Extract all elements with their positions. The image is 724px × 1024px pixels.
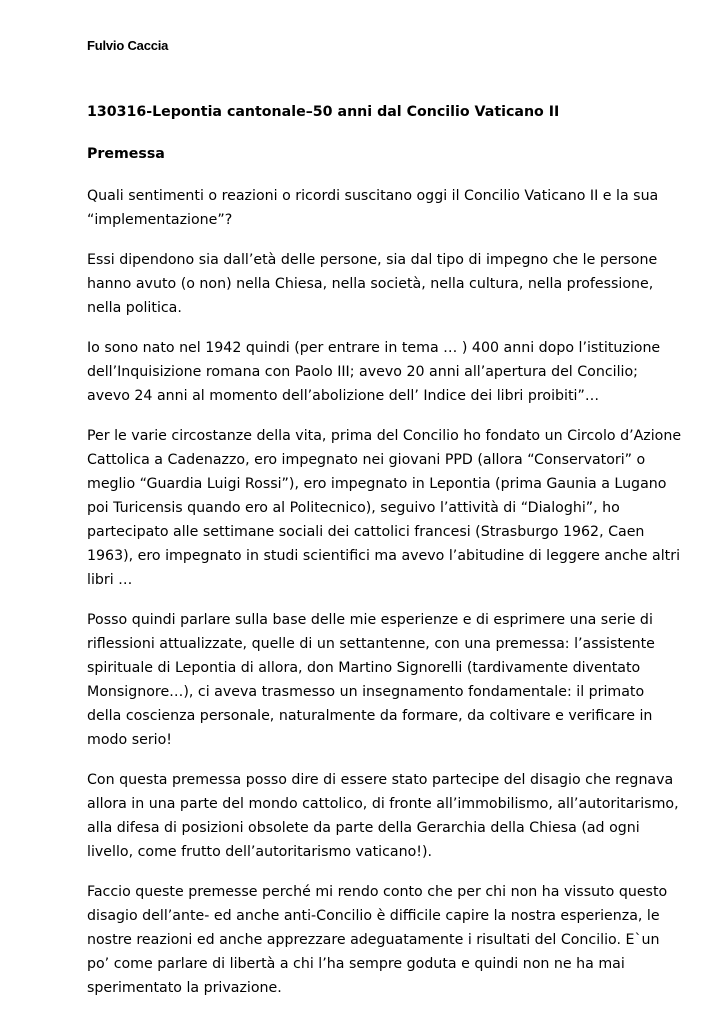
section-heading: Premessa bbox=[87, 146, 165, 162]
paragraph-7: Faccio queste premesse perché mi rendo conto che per chi non ha vissuto questo disagio dell’ante- ed anche anti-Concilio è difficile capire la nostra esperienza, le nostre reazioni ed anche apprezzare adeguatamente i risultati del Concilio. E`un po’ come parlare di libertà a chi l’ha sempre goduta e quindi non ne ha mai sperimentato la privazione. bbox=[87, 884, 668, 996]
paragraph-2: Essi dipendono sia dall’età delle persone, sia dal tipo di impegno che le persone hanno avuto (o non) nella Chiesa, nella società, nella cultura, nella professione, nella politica. bbox=[87, 252, 658, 316]
page-header-author: Fulvio Caccia bbox=[87, 38, 169, 53]
document-body bbox=[87, 100, 682, 1016]
paragraph-6: Con questa premessa posso dire di essere stato partecipe del disagio che regnava allora in una parte del mondo cattolico, di fronte all’immobilismo, all’autoritarismo, alla difesa di posizioni obsolete da parte della Gerarchia della Chiesa (ad ogni livello, come frutto dell’autoritarismo vaticano!). bbox=[87, 772, 679, 860]
paragraph-5: Posso quindi parlare sulla base delle mie esperienze e di esprimere una serie di riflessioni attualizzate, quelle di un settantenne, con una premessa: l’assistente spirituale di Lepontia di allora, don Martino Signorelli (tardivamente diventato Monsignore…), ci aveva trasmesso un insegnamento fondamentale: il primato della coscienza personale, naturalmente da formare, da coltivare e verificare in modo serio! bbox=[87, 612, 655, 748]
paragraph-1: Quali sentimenti o reazioni o ricordi suscitano oggi il Concilio Vaticano II e la sua “implementazione”? bbox=[87, 188, 659, 228]
document-title: 130316-Lepontia cantonale–50 anni dal Concilio Vaticano II bbox=[87, 104, 560, 120]
paragraph-3: Io sono nato nel 1942 quindi (per entrare in tema … ) 400 anni dopo l’istituzione dell’Inquisizione romana con Paolo III; avevo 20 anni all’apertura del Concilio; avevo 24 anni al momento dell’abolizione dell’ Indice dei libri proibiti”… bbox=[87, 340, 661, 404]
paragraph-4: Per le varie circostanze della vita, prima del Concilio ho fondato un Circolo d’Azione Cattolica a Cadenazzo, ero impegnato nei giovani PPD (allora “Conservatori” o meglio “Guardia Luigi Rossi”), ero impegnato in Lepontia (prima Gaunia a Lugano poi Turicensis quando ero al Politecnico), seguivo l’attività di “Dialoghi”, ho partecipato alle settimane sociali dei cattolici francesi (Strasburgo 1962, Caen 1963), ero impegnato in studi scientifici ma avevo l’abitudine di leggere anche altri libri … bbox=[87, 428, 682, 588]
